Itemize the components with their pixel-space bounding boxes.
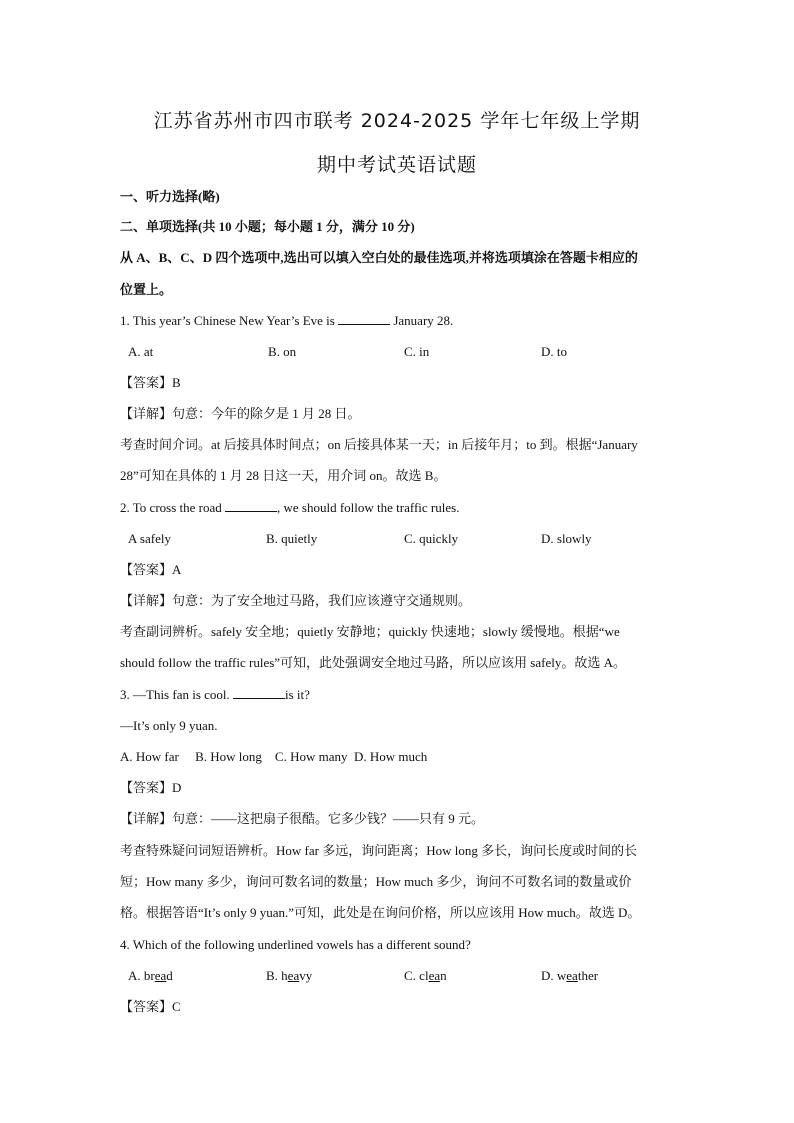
question-4-option-a: A. bread xyxy=(128,968,173,983)
question-3-text-before: 3. —This fan is cool. xyxy=(120,687,234,702)
question-2-answer: 【答案】A xyxy=(120,562,182,577)
question-1-option-d: D. to xyxy=(541,344,567,359)
question-4-option-c: C. clean xyxy=(404,968,447,983)
underlined-vowel: ea xyxy=(154,968,167,983)
question-1-stem xyxy=(120,312,453,330)
answer-blank xyxy=(233,686,285,699)
question-2-text-after: , we should follow the traffic rules. xyxy=(277,500,460,515)
question-1-detail-3: 28”可知在具体的 1 月 28 日这一天，用介词 on。故选 B。 xyxy=(120,468,447,483)
question-3-detail-3: 短；How many 多少，询问可数名词的数量；How much 多少，询问不可数名词的数量或价 xyxy=(120,874,632,889)
question-2-text-before: 2. To cross the road xyxy=(120,500,225,515)
question-4-stem: 4. Which of the following underlined vowels has a different sound? xyxy=(120,937,471,952)
question-3-detail-4: 格。根据答语“It’s only 9 yuan.”可知，此处是在询问价格，所以应该用 How much。故选 D。 xyxy=(120,905,641,920)
question-4-answer: 【答案】C xyxy=(120,999,181,1014)
question-1-text-after: January 28. xyxy=(390,313,454,328)
question-2-option-b: B. quietly xyxy=(266,531,318,546)
exam-title-line2: 期中考试英语试题 xyxy=(316,154,477,176)
question-2-option-a: A safely xyxy=(128,531,171,546)
instruction-line1: 从 A、B、C、D 四个选项中,选出可以填入空白处的最佳选项,并将选项填涂在答题卡相应的 xyxy=(120,250,638,265)
question-2-detail-1: 【详解】句意：为了安全地过马路，我们应该遵守交通规则。 xyxy=(120,593,472,608)
section-listening: 一、听力选择(略) xyxy=(120,189,220,204)
underlined-vowel: ea xyxy=(428,968,441,983)
answer-blank xyxy=(225,499,277,512)
question-4-option-b: B. heavy xyxy=(266,968,313,983)
question-4-option-d: D. weather xyxy=(541,968,599,983)
question-2-stem xyxy=(120,499,459,517)
question-3-detail-1: 【详解】句意：——这把扇子很酷。它多少钱？——只有 9 元。 xyxy=(120,811,485,826)
question-2-detail-3: should follow the traffic rules”可知，此处强调安全地过马路，所以应该用 safely。故选 A。 xyxy=(120,655,626,670)
instruction-line2: 位置上。 xyxy=(120,282,173,297)
question-1-detail-2: 考查时间介词。at 后接具体时间点；on 后接具体某一天；in 后接年月；to 到。根据“January xyxy=(120,437,638,452)
question-1-option-c: C. in xyxy=(404,344,430,359)
answer-blank xyxy=(338,312,390,325)
question-1-detail-1: 【详解】句意：今年的除夕是 1 月 28 日。 xyxy=(120,406,361,421)
question-1-answer: 【答案】B xyxy=(120,375,181,390)
question-2-option-c: C. quickly xyxy=(404,531,459,546)
question-3-reply: —It’s only 9 yuan. xyxy=(120,718,218,733)
underlined-vowel: ea xyxy=(287,968,300,983)
question-1-text-before: 1. This year’s Chinese New Year’s Eve is xyxy=(120,313,339,328)
question-3-stem xyxy=(120,686,310,704)
exam-title-line1: 江苏省苏州市四市联考 2024-2025 学年七年级上学期 xyxy=(153,110,641,132)
question-3-detail-2: 考查特殊疑问词短语辨析。How far 多远，询问距离；How long 多长，询问长度或时间的长 xyxy=(120,843,638,858)
question-2-detail-2: 考查副词辨析。safely 安全地；quietly 安静地；quickly 快速地；slowly 缓慢地。根据“we xyxy=(120,624,620,639)
question-1-option-b: B. on xyxy=(268,344,297,359)
underlined-vowel: ea xyxy=(566,968,578,983)
question-3-answer: 【答案】D xyxy=(120,780,182,795)
section-single-choice: 二、单项选择(共 10 小题；每小题 1 分，满分 10 分) xyxy=(120,219,415,234)
question-1-option-a: A. at xyxy=(128,344,154,359)
question-3-options: A. How far B. How long C. How many D. How much xyxy=(120,749,428,764)
question-3-text-after: is it? xyxy=(285,687,310,702)
question-2-option-d: D. slowly xyxy=(541,531,592,546)
